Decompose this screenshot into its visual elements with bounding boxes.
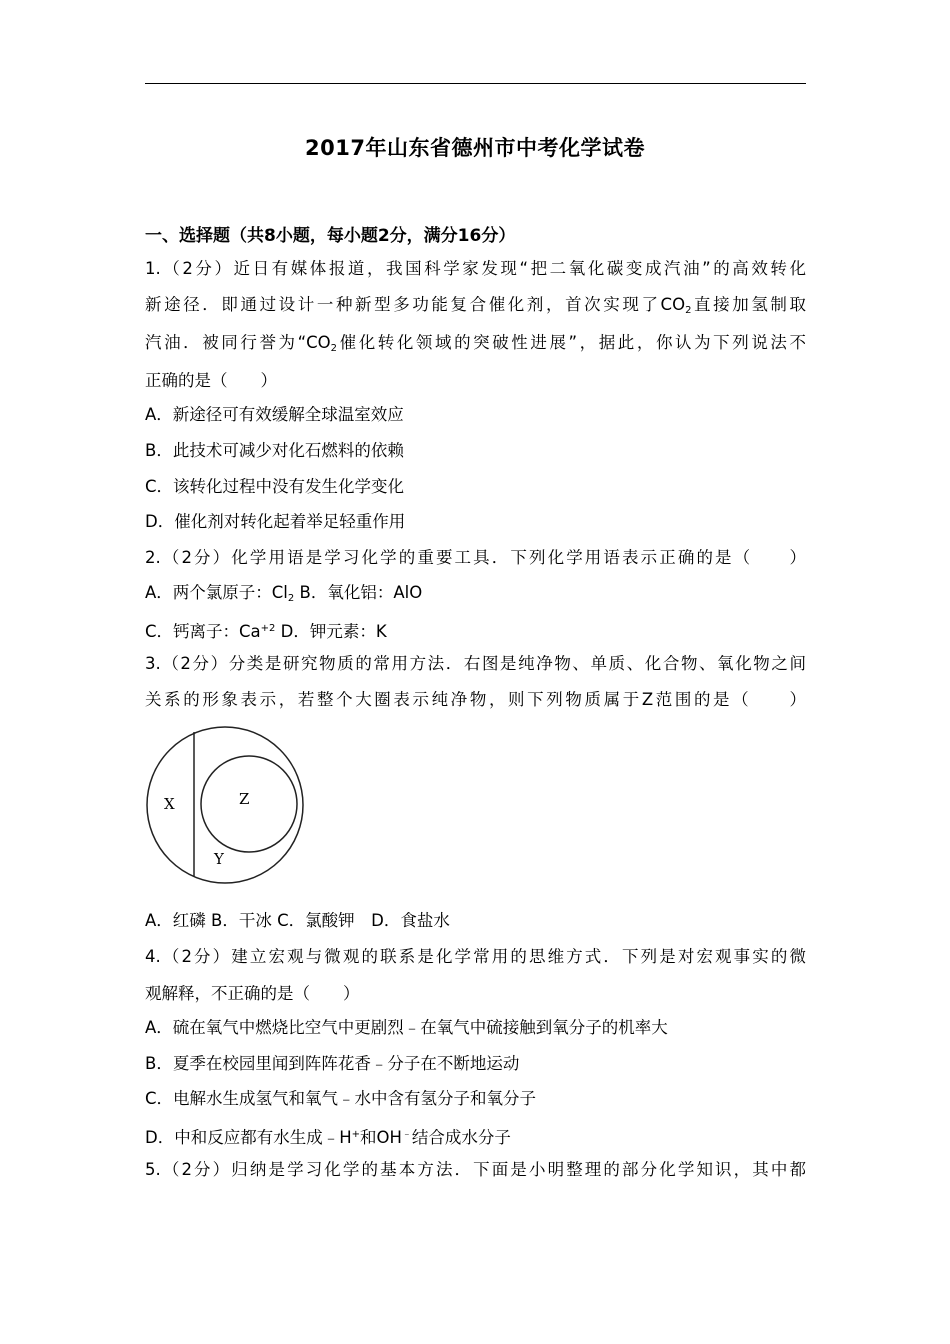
q1-option-d: D．催化剂对转化起着举足轻重作用: [145, 512, 406, 531]
region-x-label: X: [164, 795, 175, 813]
q1-option-c: C．该转化过程中没有发生化学变化: [145, 477, 405, 496]
region-z-label: Z: [239, 790, 250, 808]
q3-line-2: 关系的形象表示，若整个大圈表示纯净物，则下列物质属于Z范围的是（ ）: [145, 690, 806, 709]
section-heading: 一、选择题（共8小题，每小题2分，满分16分）: [145, 226, 516, 246]
q1-option-b: B．此技术可减少对化石燃料的依赖: [145, 441, 404, 460]
q1-line-3: 汽油．被同行誉为“$CO_2$催化转化领域的突破性进展”，据此，你认为下列说法不: [145, 333, 806, 354]
q4-option-c: C．电解水生成氢气和氧气﹣水中含有氢分子和氧分子: [145, 1089, 537, 1108]
q5-line-1: 5.（2分）归纳是学习化学的基本方法．下面是小明整理的部分化学知识，其中都: [145, 1160, 806, 1179]
page-title: 2017年山东省德州市中考化学试卷: [305, 136, 645, 160]
q1-line-4: 正确的是（ ）: [145, 371, 277, 390]
region-y-label: Y: [214, 850, 224, 868]
q1-option-a: A．新途径可有效缓解全球温室效应: [145, 405, 404, 424]
q4-option-b: B．夏季在校园里闻到阵阵花香﹣分子在不断地运动: [145, 1054, 520, 1073]
q4-line-1: 4.（2分）建立宏观与微观的联系是化学常用的思维方式．下列是对宏观事实的微: [145, 947, 806, 966]
venn-diagram: [143, 722, 309, 888]
q4-option-a: A．硫在氧气中燃烧比空气中更剧烈﹣在氧气中硫接触到氧分子的机率大: [145, 1018, 668, 1037]
header-rule: [145, 83, 806, 84]
q1-line-1: 1.（2分）近日有媒体报道，我国科学家发现“把二氧化碳变成汽油”的高效转化: [145, 259, 806, 278]
q4-line-2: 观解释，不正确的是（ ）: [145, 984, 360, 1003]
q2-line-1: 2.（2分）化学用语是学习化学的重要工具．下列化学用语表示正确的是（ ）: [145, 548, 806, 567]
q3-line-1: 3.（2分）分类是研究物质的常用方法．右图是纯净物、单质、化合物、氧化物之间: [145, 654, 806, 673]
q2-options-cd: C．钙离子：$Ca^{+2}$ D．钾元素：K: [145, 622, 387, 641]
q1-line-2: 新途径．即通过设计一种新型多功能复合催化剂，首次实现了$CO_2$直接加氢制取: [145, 295, 807, 316]
q2-options-ab: A．两个氯原子：$Cl_2$ B．氧化铝：AlO: [145, 583, 423, 604]
q4-option-d: D．中和反应都有水生成﹣H+和OH﹣结合成水分子: [145, 1128, 511, 1147]
q3-options: A．红磷 B．干冰 C．氯酸钾 D．食盐水: [145, 911, 450, 930]
